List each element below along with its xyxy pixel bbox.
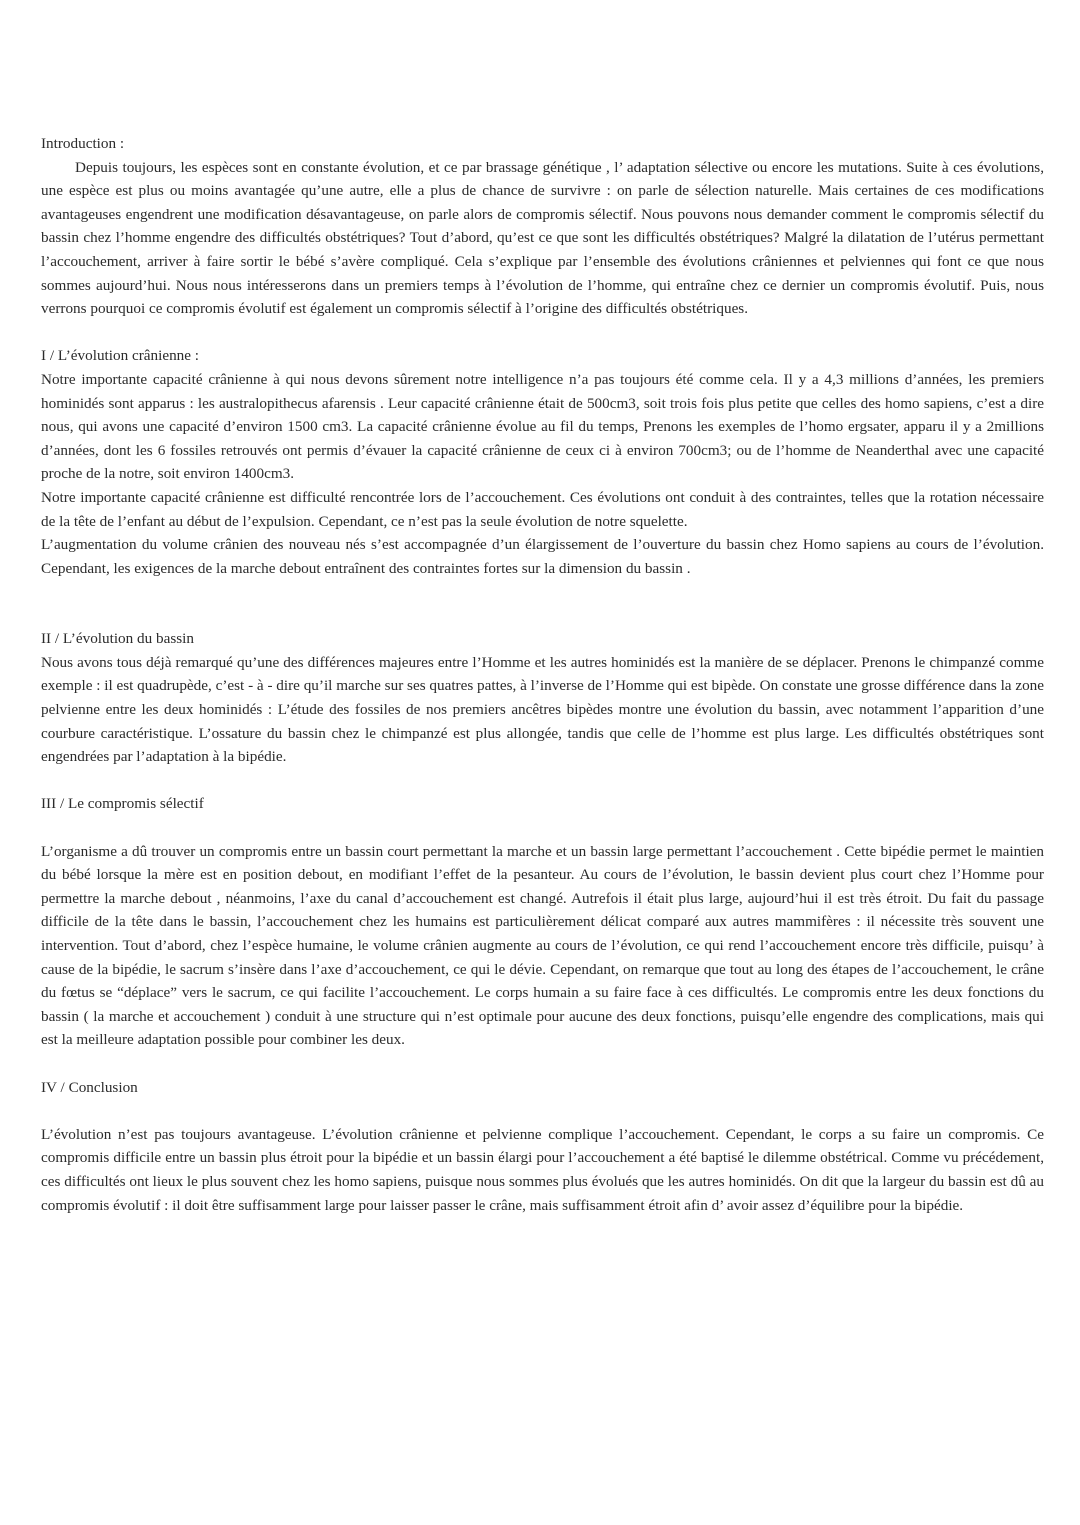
introduction-paragraph: Depuis toujours, les espèces sont en constante évolution, et ce par brassage génétique , l’ adaptation sélective ou encore les mutations. Suite à ces évolutions, une espèce est plus ou moins avantagée qu’une autre, elle a plus de chance de survivre : on parle de sélection naturelle. Mais certaines de ces modifications avantageuses engendrent une modification désavantageuse, on parle alors de compromis sélectif. Nous pouvons nous demander comment le compromis sélectif du bassin chez l’homme engendre des difficultés obstétriques? Tout d’abord, qu’est ce que sont les difficultés obstétriques? Malgré la dilatation de l’utérus permettant l’accouchement, arriver à faire sortir le bébé s’avère compliqué. Cela s’explique par l’ensemble des évolutions crâniennes et pelviennes qui font ce que nous sommes aujourd’hui. Nous nous intéresserons dans un premiers temps à l’évolution de l’homme, qui entraîne chez ce dernier un compromis évolutif. Puis, nous verrons pourquoi ce compromis évolutif est également un compromis sélectif à l’origine des difficultés obstétriques. [41,158,1044,318]
section-3-heading: III / Le compromis sélectif [41,795,204,813]
spacer [41,321,1044,345]
spacer [41,1052,1044,1076]
section-1-paragraph-2: Notre importante capacité crânienne est difficulté rencontrée lors de l’accouchement. Ces évolutions ont conduit à des contraintes, telles que la rotation nécessaire de la tête de l’enfant au début de l’expulsion. Cependant, ce n’est pas la seule évolution de notre squelette. [41,488,1044,530]
spacer [41,769,1044,793]
introduction-heading: Introduction : [41,135,125,152]
spacer [41,1099,1044,1123]
spacer [41,580,1044,627]
section-3-paragraph: L’organisme a dû trouver un compromis entre un bassin court permettant la marche et un bassin large permettant l’accouchement . Cette bipédie permet le maintien du bébé lorsque la mère est en position debout, en modifiant l’effet de la pesanteur. Au cours de l’évolution, le bassin devient plus court chez l’Homme pour permettre la marche debout , néanmoins, l’axe du canal d’accouchement est changé. Autrefois il était plus large, aujourd’hui il est très étroit. Du fait du passage difficile de la tête dans le bassin, l’accouchement chez les humains est particulièrement délicat comparé aux autres mammifères : il nécessite très souvent une intervention. Tout d’abord, chez l’espèce humaine, le volume crânien augmente au cours de l’évolution, ce qui rend l’accouchement encore très difficile, puisqu’ à cause de la bipédie, le sacrum s’insère dans l’axe d’accouchement, ce qui le dévie. Cependant, on remarque que tout au long des étapes de l’accouchement, le crâne du fœtus se “déplace” vers le sacrum, ce qui facilite l’accouchement. Le corps humain a su faire face à ces difficultés. Le compromis entre les deux fonctions du bassin ( la marche et accouchement ) conduit à une structure qui n’est optimale pour aucune des deux fonctions, puisqu’elle engendre des complications, mais qui est la meilleure adaptation possible pour combiner les deux. [41,842,1044,1049]
spacer [41,816,1044,840]
section-2-heading: II / L’évolution du bassin [41,630,194,648]
section-1-heading: I / L’évolution crânienne : [41,347,200,365]
section-1-paragraph-1: Notre importante capacité crânienne à qui nous devons sûrement notre intelligence n’a pas toujours été comme cela. Il y a 4,3 millions d’années, les premiers hominidés sont apparus : les australopithecus afarensis . Leur capacité crânienne était de 500cm3, soit trois fois plus petite que celles des homo sapiens, c’est a dire nous, qui avons une capacité d’environ 1500 cm3. La capacité crânienne évolue au fil du temps, Prenons les exemples de l’homo ergsater, apparu il y a 2millions d’années, dont les 6 fossiles retrouvés ont permis d’évauer la capacité crânienne de ceux ci à environ 700cm3; ou de l’homme de Neanderthal avec une capacité proche de la notre, soit environ 1400cm3. [41,370,1044,483]
section-1-paragraph-3: L’augmentation du volume crânien des nouveau nés s’est accompagnée d’un élargissement de l’ouverture du bassin chez Homo sapiens au cours de l’évolution. Cependant, les exigences de la marche debout entraînent des contraintes fortes sur la dimension du bassin . [41,536,1044,577]
section-2-paragraph: Nous avons tous déjà remarqué qu’une des différences majeures entre l’Homme et les autres hominidés est la manière de se déplacer. Prenons le chimpanzé comme exemple : il est quadrupède, c’est - à - dire qu’il marche sur ses quatres pattes, à l’inverse de l’Homme qui est bipède. On constate une grosse différence dans la zone pelvienne entre les deux hominidés : L’étude des fossiles de nos premiers ancêtres bipèdes montre une évolution du bassin, avec notamment l’apparition d’une courbure caractéristique. L’ossature du bassin chez le chimpanzé est plus allongée, tandis que celle de l’homme est plus large. Les difficultés obstétriques sont engendrées par l’adaptation à la bipédie. [41,653,1044,766]
document-page [41,132,1044,1217]
section-4-heading: IV / Conclusion [41,1078,138,1096]
section-4-paragraph: L’évolution n’est pas toujours avantageuse. L’évolution crânienne et pelvienne complique l’accouchement. Cependant, le corps a su faire un compromis. Ce compromis difficile entre un bassin plus étroit pour la bipédie et un bassin élargi pour l’accouchement a été baptisé le dilemme obstétrical. Comme vu précédement, ces difficultés ont lieux le plus souvent chez les homo sapiens, puisque nous sommes plus évolués que les autres hominidés. On dit que la largeur du bassin est dû au compromis évolutif : il doit être suffisamment large pour laisser passer le crâne, mais suffisamment étroit afin d’ avoir assez d’équilibre pour la bipédie. [41,1125,1044,1214]
